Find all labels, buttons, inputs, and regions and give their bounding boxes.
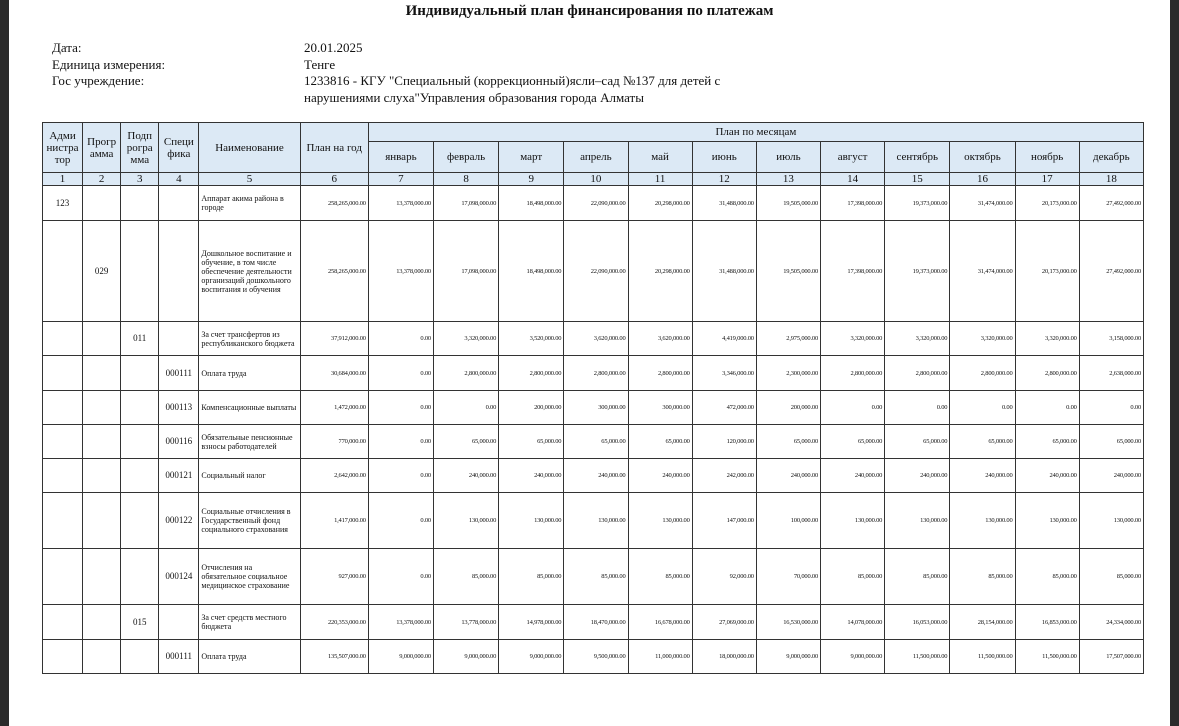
cell-month-value: 17,098,000.00	[433, 186, 498, 221]
column-header: Прогр амма	[83, 123, 121, 173]
cell-month-value: 27,069,000.00	[692, 605, 756, 640]
cell-adm	[43, 493, 83, 549]
cell-month-value: 27,492,000.00	[1079, 221, 1143, 322]
cell-month-value: 16,678,000.00	[628, 605, 692, 640]
cell-month-value: 240,000.00	[1015, 459, 1079, 493]
cell-month-value: 100,000.00	[756, 493, 820, 549]
cell-adm	[43, 549, 83, 605]
cell-month-value: 9,000,000.00	[368, 640, 433, 674]
cell-subprog	[121, 425, 159, 459]
cell-month-value: 19,373,000.00	[885, 186, 950, 221]
cell-subprog	[121, 186, 159, 221]
table-header	[43, 123, 1144, 186]
cell-month-value: 31,474,000.00	[950, 186, 1015, 221]
cell-month-value: 65,000.00	[885, 425, 950, 459]
column-number: 3	[121, 173, 159, 186]
cell-prog	[83, 640, 121, 674]
cell-month-value: 92,000.00	[692, 549, 756, 605]
cell-month-value: 85,000.00	[885, 549, 950, 605]
table-row	[43, 640, 1144, 674]
column-number: 9	[499, 173, 564, 186]
cell-prog: 029	[83, 221, 121, 322]
column-number: 14	[821, 173, 885, 186]
cell-month-value: 14,978,000.00	[499, 605, 564, 640]
meta-label-institution: Гос учреждение:	[52, 73, 145, 88]
cell-adm	[43, 356, 83, 391]
cell-month-value: 85,000.00	[499, 549, 564, 605]
column-number: 1	[43, 173, 83, 186]
table-row	[43, 459, 1144, 493]
months-group-header: План по месяцам	[368, 123, 1143, 142]
cell-month-value: 3,520,000.00	[499, 322, 564, 356]
cell-month-value: 20,298,000.00	[628, 221, 692, 322]
cell-month-value: 20,298,000.00	[628, 186, 692, 221]
month-header: июнь	[692, 142, 756, 173]
cell-month-value: 16,530,000.00	[756, 605, 820, 640]
cell-subprog	[121, 391, 159, 425]
table-row	[43, 493, 1144, 549]
cell-month-value: 65,000.00	[499, 425, 564, 459]
cell-month-value: 130,000.00	[499, 493, 564, 549]
cell-spec: 000111	[159, 356, 199, 391]
cell-month-value: 240,000.00	[628, 459, 692, 493]
column-number: 11	[628, 173, 692, 186]
month-header: сентябрь	[885, 142, 950, 173]
cell-subprog	[121, 356, 159, 391]
month-header: февраль	[433, 142, 498, 173]
document-title: Индивидуальный план финансирования по платежам	[405, 3, 774, 19]
table-row	[43, 391, 1144, 425]
cell-month-value: 16,053,000.00	[885, 605, 950, 640]
column-number: 8	[433, 173, 498, 186]
cell-month-value: 27,492,000.00	[1079, 186, 1143, 221]
cell-month-value: 130,000.00	[885, 493, 950, 549]
cell-month-value: 20,173,000.00	[1015, 186, 1079, 221]
month-header: октябрь	[950, 142, 1015, 173]
cell-month-value: 130,000.00	[1079, 493, 1143, 549]
cell-month-value: 130,000.00	[433, 493, 498, 549]
cell-spec: 000122	[159, 493, 199, 549]
cell-subprog	[121, 549, 159, 605]
cell-month-value: 31,488,000.00	[692, 186, 756, 221]
column-number: 13	[756, 173, 820, 186]
cell-subprog: 015	[121, 605, 159, 640]
cell-month-value: 20,173,000.00	[1015, 221, 1079, 322]
cell-month-value: 0.00	[368, 322, 433, 356]
cell-month-value: 18,498,000.00	[499, 186, 564, 221]
cell-month-value: 19,505,000.00	[756, 221, 820, 322]
table-body	[43, 186, 1144, 674]
cell-month-value: 31,474,000.00	[950, 221, 1015, 322]
financing-plan-table	[42, 122, 1144, 674]
cell-spec	[159, 605, 199, 640]
column-number: 18	[1079, 173, 1143, 186]
cell-month-value: 200,000.00	[499, 391, 564, 425]
cell-month-value: 17,098,000.00	[433, 221, 498, 322]
cell-name: Отчисления на обязательное социальное медицинское страхование	[199, 549, 300, 605]
cell-month-value: 17,398,000.00	[821, 221, 885, 322]
cell-month-value: 65,000.00	[821, 425, 885, 459]
cell-year-plan: 30,684,000.00	[300, 356, 368, 391]
month-header: ноябрь	[1015, 142, 1079, 173]
cell-month-value: 242,000.00	[692, 459, 756, 493]
cell-month-value: 2,800,000.00	[499, 356, 564, 391]
cell-month-value: 85,000.00	[564, 549, 628, 605]
cell-month-value: 2,800,000.00	[885, 356, 950, 391]
cell-month-value: 65,000.00	[950, 425, 1015, 459]
column-number: 7	[368, 173, 433, 186]
cell-year-plan: 2,642,000.00	[300, 459, 368, 493]
cell-year-plan: 1,417,000.00	[300, 493, 368, 549]
column-header: Наименование	[199, 123, 300, 173]
column-number: 5	[199, 173, 300, 186]
meta-value-institution-cont: нарушениями слуха"Управления образования города Алматы	[304, 90, 644, 105]
column-number: 15	[885, 173, 950, 186]
meta-value-institution: 1233816 - КГУ "Специальный (коррекционный)ясли–сад №137 для детей с	[304, 73, 721, 88]
cell-month-value: 240,000.00	[433, 459, 498, 493]
month-header: апрель	[564, 142, 628, 173]
cell-prog	[83, 356, 121, 391]
cell-month-value: 28,154,000.00	[950, 605, 1015, 640]
cell-month-value: 0.00	[368, 549, 433, 605]
cell-month-value: 85,000.00	[821, 549, 885, 605]
cell-name: Социальный налог	[199, 459, 300, 493]
cell-name: Дошкольное воспитание и обучение, в том числе обеспечение деятельности организаций дошкольного воспитания и обучения	[199, 221, 300, 322]
cell-month-value: 0.00	[368, 459, 433, 493]
cell-spec: 000116	[159, 425, 199, 459]
cell-month-value: 0.00	[368, 391, 433, 425]
cell-month-value: 0.00	[950, 391, 1015, 425]
cell-month-value: 130,000.00	[1015, 493, 1079, 549]
cell-month-value: 22,090,000.00	[564, 186, 628, 221]
cell-month-value: 147,000.00	[692, 493, 756, 549]
cell-month-value: 11,000,000.00	[628, 640, 692, 674]
cell-month-value: 2,800,000.00	[1015, 356, 1079, 391]
cell-month-value: 18,498,000.00	[499, 221, 564, 322]
cell-month-value: 3,320,000.00	[1015, 322, 1079, 356]
cell-prog	[83, 549, 121, 605]
table-row	[43, 221, 1144, 322]
cell-month-value: 65,000.00	[1015, 425, 1079, 459]
table-row	[43, 425, 1144, 459]
column-number: 4	[159, 173, 199, 186]
cell-year-plan: 135,507,000.00	[300, 640, 368, 674]
cell-month-value: 65,000.00	[628, 425, 692, 459]
cell-month-value: 240,000.00	[885, 459, 950, 493]
cell-month-value: 16,853,000.00	[1015, 605, 1079, 640]
table-row	[43, 549, 1144, 605]
cell-subprog	[121, 459, 159, 493]
cell-month-value: 31,488,000.00	[692, 221, 756, 322]
cell-year-plan: 220,353,000.00	[300, 605, 368, 640]
cell-prog	[83, 425, 121, 459]
cell-month-value: 2,300,000.00	[756, 356, 820, 391]
cell-month-value: 3,320,000.00	[821, 322, 885, 356]
cell-adm	[43, 221, 83, 322]
cell-month-value: 0.00	[1079, 391, 1143, 425]
cell-month-value: 130,000.00	[564, 493, 628, 549]
cell-month-value: 0.00	[433, 391, 498, 425]
cell-spec: 000111	[159, 640, 199, 674]
month-header: декабрь	[1079, 142, 1143, 173]
cell-month-value: 0.00	[821, 391, 885, 425]
column-header: Подп рогра мма	[121, 123, 159, 173]
cell-month-value: 85,000.00	[628, 549, 692, 605]
cell-month-value: 85,000.00	[1079, 549, 1143, 605]
cell-month-value: 130,000.00	[821, 493, 885, 549]
cell-month-value: 85,000.00	[1015, 549, 1079, 605]
cell-month-value: 2,975,000.00	[756, 322, 820, 356]
cell-adm	[43, 425, 83, 459]
cell-month-value: 19,373,000.00	[885, 221, 950, 322]
cell-month-value: 130,000.00	[950, 493, 1015, 549]
cell-prog	[83, 605, 121, 640]
cell-year-plan: 258,265,000.00	[300, 186, 368, 221]
column-number: 2	[83, 173, 121, 186]
cell-month-value: 65,000.00	[564, 425, 628, 459]
cell-month-value: 240,000.00	[499, 459, 564, 493]
cell-month-value: 200,000.00	[756, 391, 820, 425]
column-header: Специ фика	[159, 123, 199, 173]
column-number: 17	[1015, 173, 1079, 186]
cell-month-value: 18,000,000.00	[692, 640, 756, 674]
cell-prog	[83, 391, 121, 425]
cell-spec	[159, 322, 199, 356]
cell-month-value: 2,800,000.00	[950, 356, 1015, 391]
cell-month-value: 2,638,000.00	[1079, 356, 1143, 391]
cell-year-plan: 927,000.00	[300, 549, 368, 605]
column-header: Адми нистра тор	[43, 123, 83, 173]
cell-month-value: 85,000.00	[433, 549, 498, 605]
cell-month-value: 240,000.00	[1079, 459, 1143, 493]
cell-prog	[83, 186, 121, 221]
month-header: июль	[756, 142, 820, 173]
cell-month-value: 65,000.00	[433, 425, 498, 459]
cell-month-value: 240,000.00	[564, 459, 628, 493]
cell-month-value: 3,620,000.00	[628, 322, 692, 356]
cell-subprog: 011	[121, 322, 159, 356]
cell-month-value: 120,000.00	[692, 425, 756, 459]
cell-name: Социальные отчисления в Государственный фонд социального страхования	[199, 493, 300, 549]
cell-month-value: 11,500,000.00	[1015, 640, 1079, 674]
table-row	[43, 186, 1144, 221]
cell-month-value: 0.00	[368, 425, 433, 459]
cell-subprog	[121, 221, 159, 322]
meta-label-date: Дата:	[52, 40, 82, 55]
cell-name: Оплата труда	[199, 640, 300, 674]
cell-month-value: 300,000.00	[628, 391, 692, 425]
cell-month-value: 70,000.00	[756, 549, 820, 605]
cell-month-value: 24,334,000.00	[1079, 605, 1143, 640]
cell-spec: 000113	[159, 391, 199, 425]
month-header: май	[628, 142, 692, 173]
cell-month-value: 3,346,000.00	[692, 356, 756, 391]
cell-month-value: 13,778,000.00	[433, 605, 498, 640]
cell-month-value: 0.00	[368, 356, 433, 391]
cell-name: Оплата труда	[199, 356, 300, 391]
cell-adm	[43, 640, 83, 674]
cell-month-value: 17,398,000.00	[821, 186, 885, 221]
cell-adm	[43, 459, 83, 493]
column-number: 6	[300, 173, 368, 186]
cell-spec	[159, 186, 199, 221]
cell-month-value: 9,000,000.00	[433, 640, 498, 674]
table-row	[43, 605, 1144, 640]
cell-month-value: 3,620,000.00	[564, 322, 628, 356]
meta-label-unit: Единица измерения:	[52, 57, 166, 72]
cell-prog	[83, 459, 121, 493]
cell-month-value: 14,078,000.00	[821, 605, 885, 640]
cell-month-value: 3,158,000.00	[1079, 322, 1143, 356]
cell-month-value: 240,000.00	[950, 459, 1015, 493]
cell-month-value: 65,000.00	[1079, 425, 1143, 459]
cell-name: Обязательные пенсионные взносы работодателей	[199, 425, 300, 459]
cell-month-value: 240,000.00	[821, 459, 885, 493]
cell-adm: 123	[43, 186, 83, 221]
cell-adm	[43, 391, 83, 425]
cell-month-value: 2,800,000.00	[628, 356, 692, 391]
cell-adm	[43, 322, 83, 356]
cell-month-value: 13,378,000.00	[368, 221, 433, 322]
column-number: 12	[692, 173, 756, 186]
cell-month-value: 22,090,000.00	[564, 221, 628, 322]
cell-month-value: 472,000.00	[692, 391, 756, 425]
column-number: 16	[950, 173, 1015, 186]
cell-month-value: 65,000.00	[756, 425, 820, 459]
cell-name: За счет трансфертов из республиканского бюджета	[199, 322, 300, 356]
cell-spec	[159, 221, 199, 322]
cell-month-value: 9,000,000.00	[756, 640, 820, 674]
cell-name: Аппарат акима района в городе	[199, 186, 300, 221]
cell-month-value: 2,800,000.00	[433, 356, 498, 391]
month-header: март	[499, 142, 564, 173]
cell-subprog	[121, 640, 159, 674]
column-header: План на год	[300, 123, 368, 173]
cell-month-value: 3,320,000.00	[885, 322, 950, 356]
cell-month-value: 85,000.00	[950, 549, 1015, 605]
cell-subprog	[121, 493, 159, 549]
cell-month-value: 4,419,000.00	[692, 322, 756, 356]
cell-month-value: 0.00	[368, 493, 433, 549]
cell-year-plan: 1,472,000.00	[300, 391, 368, 425]
column-number: 10	[564, 173, 628, 186]
cell-month-value: 3,320,000.00	[433, 322, 498, 356]
cell-month-value: 19,505,000.00	[756, 186, 820, 221]
cell-month-value: 11,500,000.00	[885, 640, 950, 674]
cell-spec: 000121	[159, 459, 199, 493]
meta-value-date: 20.01.2025	[304, 40, 363, 55]
cell-month-value: 240,000.00	[756, 459, 820, 493]
cell-month-value: 2,800,000.00	[564, 356, 628, 391]
cell-spec: 000124	[159, 549, 199, 605]
table-row	[43, 356, 1144, 391]
table-row	[43, 322, 1144, 356]
cell-prog	[83, 493, 121, 549]
cell-prog	[83, 322, 121, 356]
cell-month-value: 3,320,000.00	[950, 322, 1015, 356]
meta-value-unit: Тенге	[304, 57, 336, 72]
cell-year-plan: 37,912,000.00	[300, 322, 368, 356]
cell-month-value: 13,378,000.00	[368, 186, 433, 221]
month-header: август	[821, 142, 885, 173]
cell-adm	[43, 605, 83, 640]
cell-month-value: 11,500,000.00	[950, 640, 1015, 674]
cell-month-value: 9,500,000.00	[564, 640, 628, 674]
cell-month-value: 0.00	[885, 391, 950, 425]
cell-name: Компенсационные выплаты	[199, 391, 300, 425]
cell-month-value: 130,000.00	[628, 493, 692, 549]
cell-month-value: 17,507,000.00	[1079, 640, 1143, 674]
cell-name: За счет средств местного бюджета	[199, 605, 300, 640]
cell-year-plan: 770,000.00	[300, 425, 368, 459]
cell-month-value: 2,800,000.00	[821, 356, 885, 391]
cell-month-value: 9,000,000.00	[821, 640, 885, 674]
cell-month-value: 18,470,000.00	[564, 605, 628, 640]
cell-year-plan: 258,265,000.00	[300, 221, 368, 322]
cell-month-value: 0.00	[1015, 391, 1079, 425]
month-header: январь	[368, 142, 433, 173]
cell-month-value: 300,000.00	[564, 391, 628, 425]
cell-month-value: 13,378,000.00	[368, 605, 433, 640]
cell-month-value: 9,000,000.00	[499, 640, 564, 674]
